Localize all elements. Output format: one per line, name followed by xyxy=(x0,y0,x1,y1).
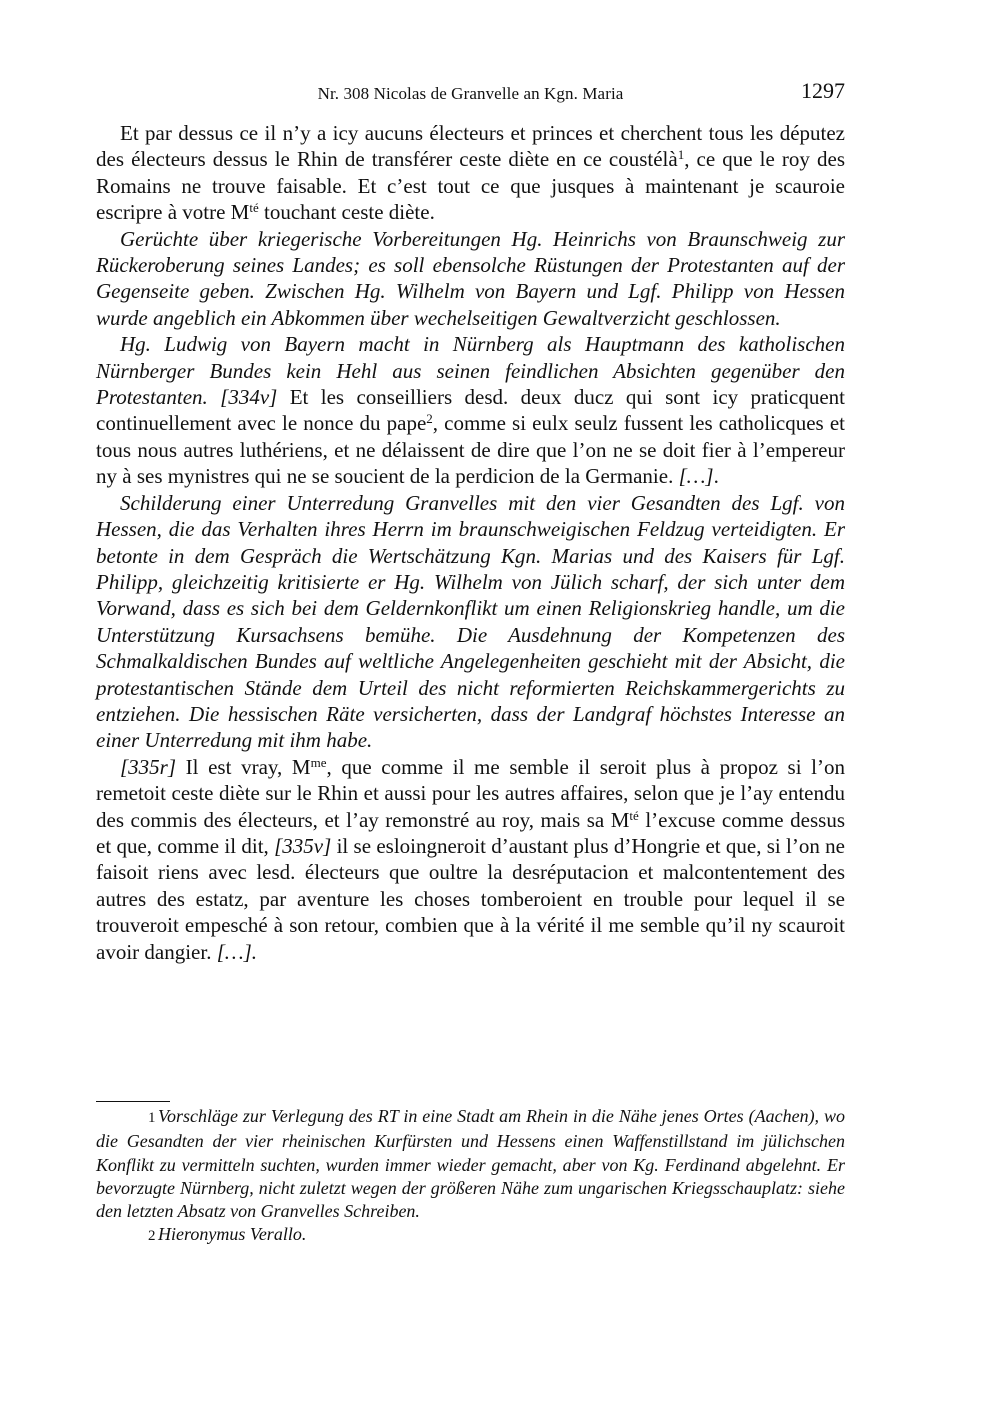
document-page xyxy=(96,0,845,1418)
omission-mark-2: […]. xyxy=(216,939,257,964)
summary-paragraph-3: Hg. Ludwig von Bayern macht in Nürnberg als Hauptmann des katholischen Nürnberger Bundes kein Hehl aus seinen feindlichen Absichten gegenüber den Protestanten. [334v] xyxy=(96,332,845,410)
main-text xyxy=(96,120,845,965)
paragraph-5-text-d: il se esloingneroit d’austant plus d’Hongrie et que, si l’on ne faisoit riens avec lesd. électeurs que oultre la desréputacion et malcontentement des autres des estatz, par aventure les choses tomberoient en trouble pour lequel il se trouveroit empesché à son retour, combien que à la vérité il me semble qu’il ny scauroit avoir dangier. xyxy=(96,833,846,964)
paragraph-1-text-a: Et par dessus ce il n’y a icy aucuns électeurs et princes et cherchent tous les députez des électeurs dessus le Rhin de transférer ceste diète en ce coustélà xyxy=(96,121,845,172)
superscript-te-2: té xyxy=(629,807,639,823)
paragraph-1 xyxy=(96,120,845,226)
paragraph-3-end: . xyxy=(713,464,719,489)
paragraph-5-text-a: Il est vray, M xyxy=(176,754,311,779)
footnote-ref-1: 1 xyxy=(677,147,685,163)
paragraph-3-text-a: Et les conseilliers desd. deux ducz qui sont icy praticquent continuellement avec le nonce du pape xyxy=(96,385,845,436)
summary-paragraph-2: Gerüchte über kriegerische Vorbereitungen Hg. Heinrichs von Braunschweig zur Rückeroberung seines Landes; es soll ebensolche Rüstungen der Protestanten auf der Gegenseite geben. Zwischen Hg. Wilhelm von Bayern und Lgf. Philipp von Hessen wurde angeblich ein Abkommen über wechelseitigen Gewaltverzicht geschlossen. xyxy=(96,226,845,330)
summary-paragraph-4: Schilderung einer Unterredung Granvelles mit den vier Gesandten des Lgf. von Hessen, die das Verhalten ihres Herrn im braunschweigischen Feldzug verteidigten. Er betonte in dem Gespräch die Wertschätzung Kgn. Marias und des Kaisers für Lgf. Philipp, gleichzeitig kritisierte er Hg. Wilhelm von Jülich scharf, der sich unter dem Vorwand, dass es sich bei dem Geldernkonflikt um einen Religionskrieg handle, um die Unterstützung Kursachsens bemühe. Die Ausdehnung der Kompetenzen des Schmalkaldischen Bundes auf weltliche Angelegenheiten geschieht mit der Absicht, die protestantischen Stände dem Urteil des nicht reformierten Reichskammergerichts zu entziehen. Die hessischen Räte versicherten, dass der Landgraf höchstes Interesse an einer Unterredung mit ihm habe. xyxy=(96,490,845,753)
footnote-number: 1 xyxy=(148,1110,156,1126)
paragraph-5-text-c: l’excuse comme dessus et que, comme il dit, xyxy=(96,807,845,858)
page-number: 1297 xyxy=(801,78,845,103)
paragraph-3-text-b: , comme si eulx seulz fussent les catholicques et tous nous autres luthériens, et ne délaissent de dire que l’on ne se doit fier à l’empereur ny à ses mynistres qui ne se soucient de la perdicion de la Germanie. xyxy=(96,411,845,489)
omission-mark: […] xyxy=(678,464,714,489)
footnote-number: 2 xyxy=(148,1228,156,1245)
footnote-rule xyxy=(96,1101,170,1102)
footnote-1 xyxy=(96,1105,845,1223)
footnote-2 xyxy=(96,1223,845,1248)
paragraph-5-text-b: , que comme il me semble il seroit plus à propoz si l’on remetoit ceste diète sur le Rhin et aussi pour les autres affaires, selon que je l’ay entendu des commis des électeurs, et l’ay remonstré au roy, mais sa M xyxy=(96,754,845,832)
footnotes xyxy=(96,1105,845,1249)
footnote-ref-2: 2 xyxy=(426,411,433,427)
paragraph-5 xyxy=(96,754,845,965)
superscript-te: té xyxy=(249,200,259,216)
paragraph-1-text-b: , ce que le roy des Romains ne trouve faisable. Et c’est tout ce que jusques à maintenant je scauroie escripre à votre M xyxy=(96,147,845,225)
folio-mark-335r: [335r] xyxy=(120,754,177,779)
folio-mark-335v: [335v] xyxy=(274,833,332,858)
paragraph-1-text-c: touchant ceste diète. xyxy=(258,200,435,225)
footnote-text: Vorschläge zur Verlegung des RT in eine Stadt am Rhein in die Nähe jenes Ortes (Aachen), wo die Gesandten der vier rheinischen Kurfürsten und Hessens einen Waffenstillstand im jülichschen Konflikt zu vermitteln suchten, wurden immer wieder gemacht, aber von Kg. Ferdinand abgelehnt. Er bevorzugte Nürnberg, nicht zuletzt wegen der größeren Nähe zum ungarischen Kriegsschauplatz: siehe den letzten Absatz von Granvelles Schreiben. xyxy=(96,1106,845,1222)
superscript-me: me xyxy=(310,754,327,770)
running-head xyxy=(96,78,845,108)
paragraph-3 xyxy=(96,331,845,489)
running-head-title: Nr. 308 Nicolas de Granvelle an Kgn. Maria xyxy=(317,84,624,103)
footnote-text: Hieronymus Verallo. xyxy=(158,1224,307,1245)
